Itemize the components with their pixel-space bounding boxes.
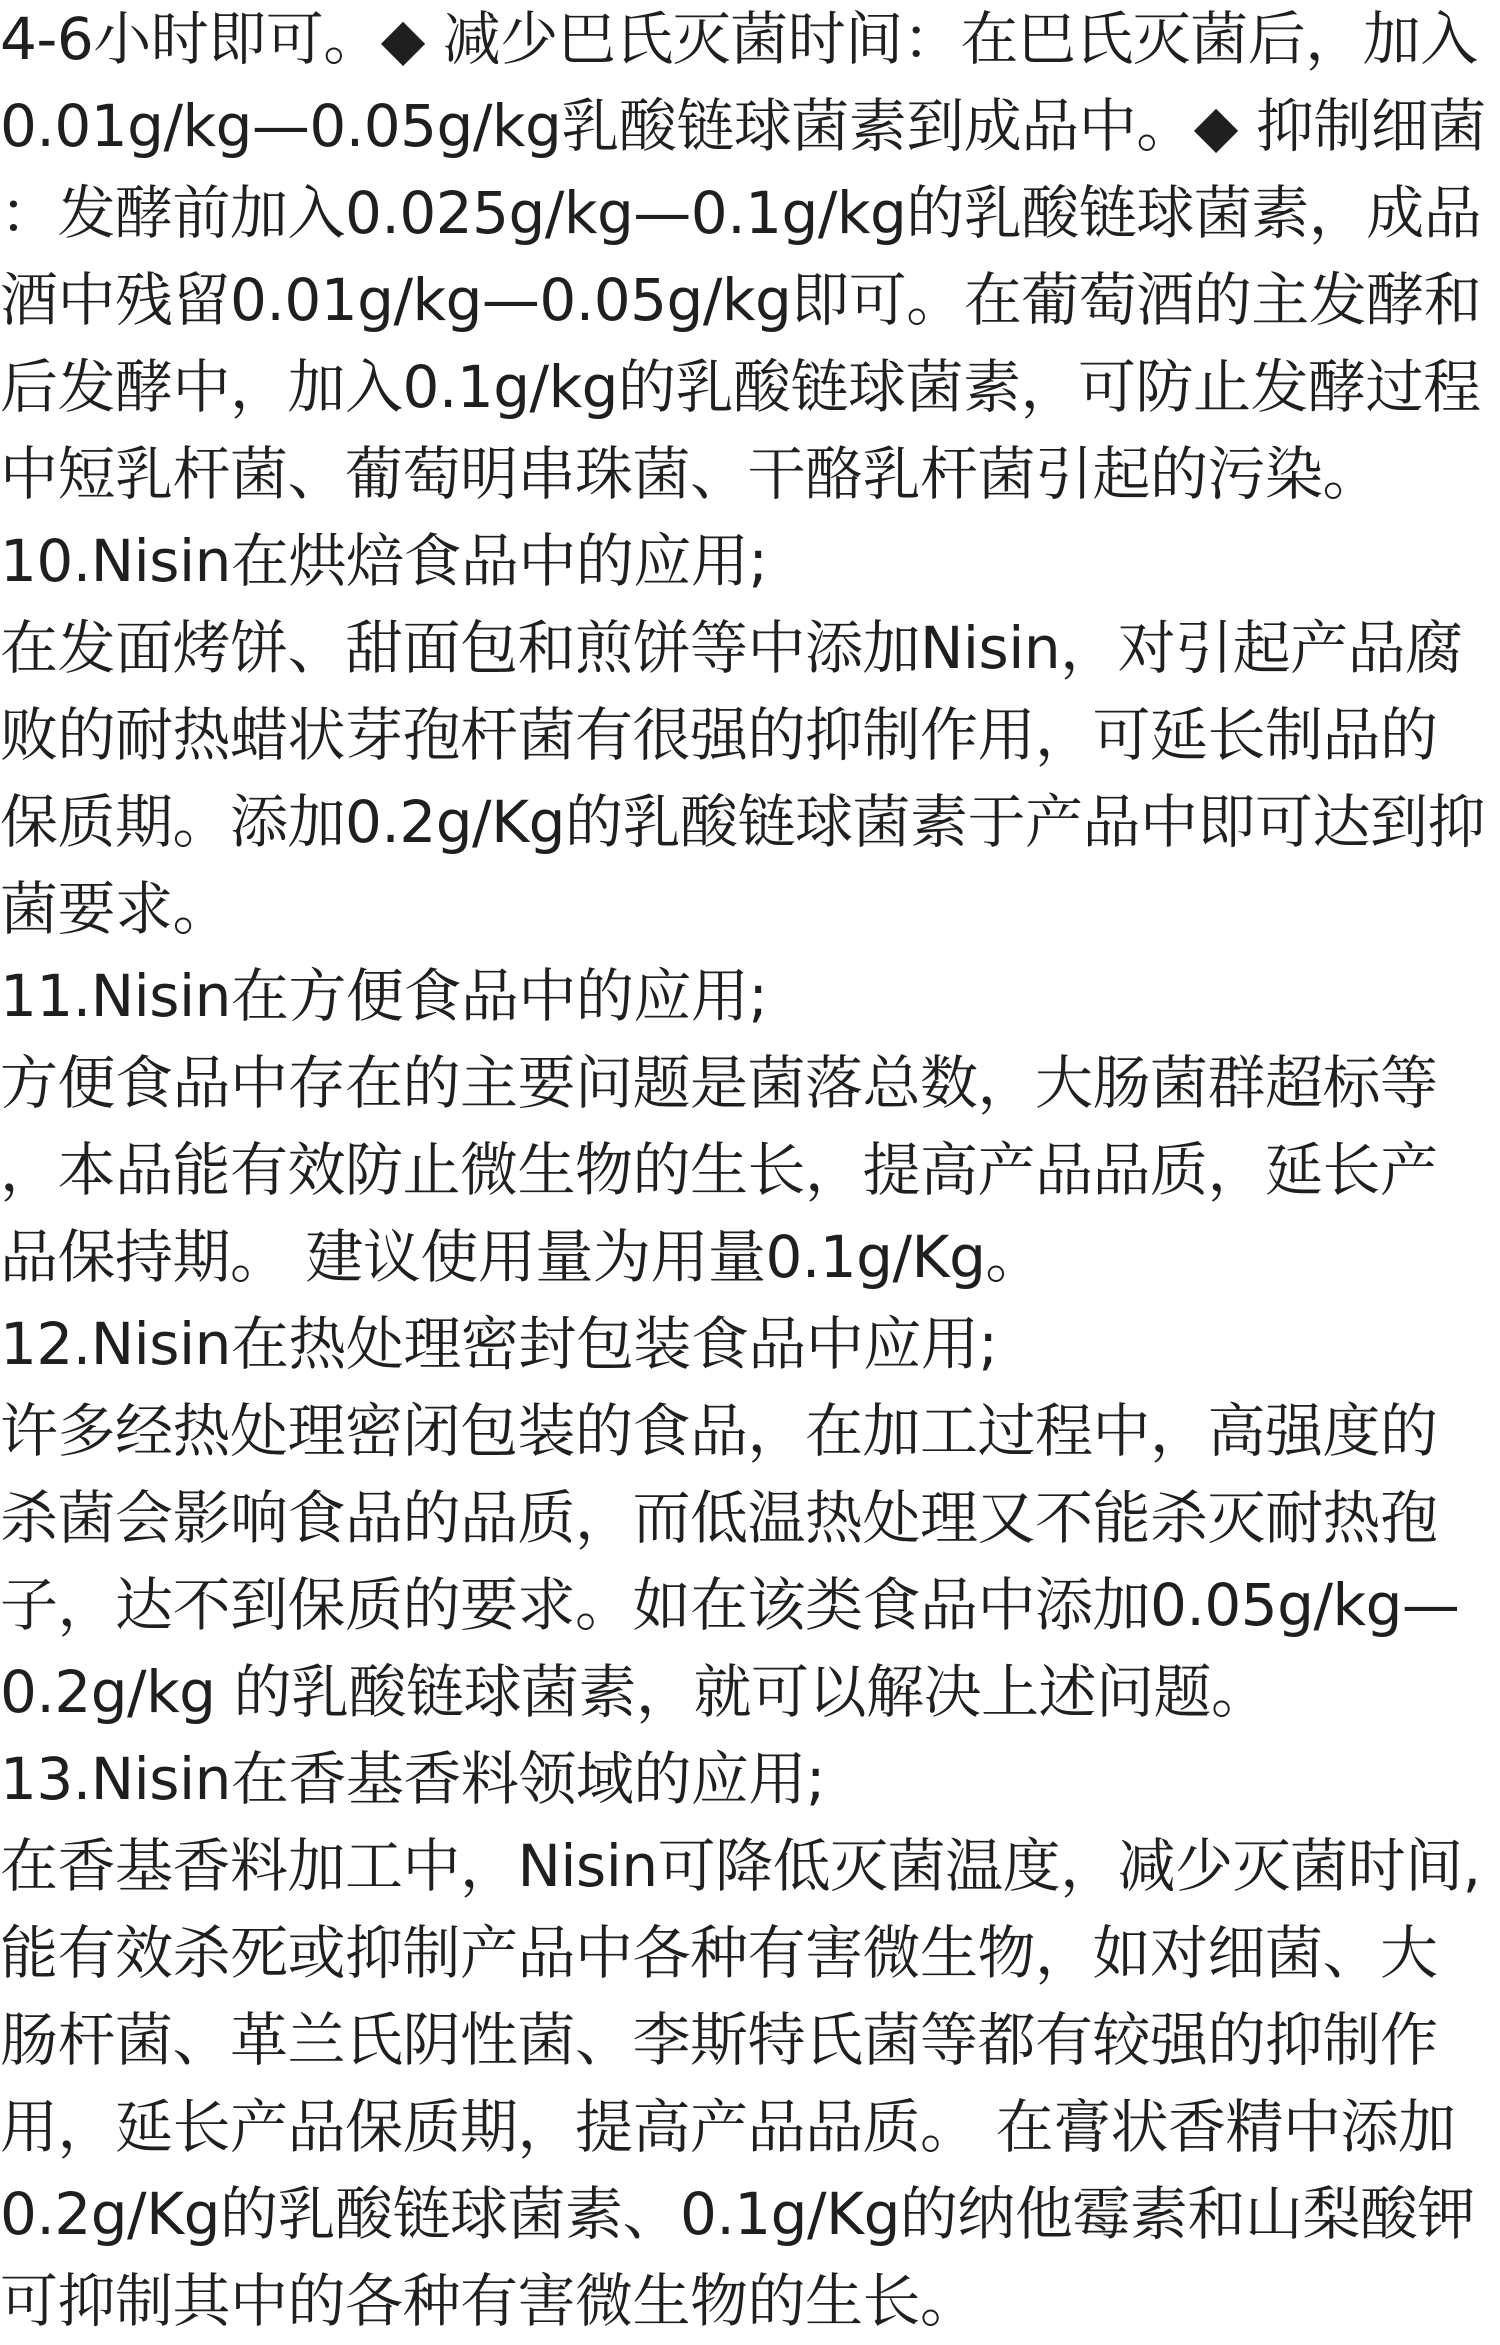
text-line: 肠杆菌、革兰氏阴性菌、李斯特氏菌等都有较强的抑制作	[0, 2006, 1438, 2074]
text-line: 后发酵中，加入0.1g/kg的乳酸链球菌素，可防止发酵过程	[0, 353, 1481, 421]
text-line: 0.2g/Kg的乳酸链球菌素、0.1g/Kg的纳他霉素和山梨酸钾	[0, 2180, 1475, 2248]
text-line: 许多经热处理密闭包装的食品，在加工过程中，高强度的	[0, 1397, 1438, 1465]
section-heading-12: 12.Nisin在热处理密封包装食品中应用;	[0, 1310, 998, 1378]
text-line: ：发酵前加入0.025g/kg—0.1g/kg的乳酸链球菌素，成品	[0, 179, 1482, 247]
text-line: 菌要求。	[0, 875, 231, 943]
text-line: 子，达不到保质的要求。如在该类食品中添加0.05g/kg—	[0, 1571, 1460, 1639]
text-line: 品保持期。 建议使用量为用量0.1g/Kg。	[0, 1223, 1043, 1291]
section-heading-11: 11.Nisin在方便食品中的应用;	[0, 962, 768, 1030]
text-line: 能有效杀死或抑制产品中各种有害微生物，如对细菌、大	[0, 1919, 1438, 1987]
text-line: 0.01g/kg—0.05g/kg乳酸链球菌素到成品中。◆ 抑制细菌	[0, 92, 1486, 160]
text-line: 酒中残留0.01g/kg—0.05g/kg即可。在葡萄酒的主发酵和	[0, 266, 1482, 334]
text-line: 败的耐热蜡状芽孢杆菌有很强的抑制作用，可延长制品的	[0, 701, 1438, 769]
text-line: 用，延长产品保质期，提高产品品质。 在膏状香精中添加	[0, 2093, 1456, 2161]
text-line: 保质期。添加0.2g/Kg的乳酸链球菌素于产品中即可达到抑	[0, 788, 1485, 856]
text-line: ，本品能有效防止微生物的生长，提高产品品质，延长产	[0, 1136, 1438, 1204]
section-heading-10: 10.Nisin在烘焙食品中的应用;	[0, 527, 768, 595]
text-line: 在香基香料加工中，Nisin可降低灭菌温度，减少灭菌时间,	[0, 1832, 1481, 1900]
text-line: 可抑制其中的各种有害微生物的生长。	[0, 2267, 978, 2335]
text-line: 方便食品中存在的主要问题是菌落总数，大肠菌群超标等	[0, 1049, 1438, 1117]
text-line: 中短乳杆菌、葡萄明串珠菌、干酪乳杆菌引起的污染。	[0, 440, 1381, 508]
text-line: 4-6小时即可。◆ 减少巴氏灭菌时间：在巴氏灭菌后，加入	[0, 5, 1478, 73]
section-heading-13: 13.Nisin在香基香料领域的应用;	[0, 1745, 825, 1813]
text-line: 杀菌会影响食品的品质，而低温热处理又不能杀灭耐热孢	[0, 1484, 1438, 1552]
text-line: 在发面烤饼、甜面包和煎饼等中添加Nisin，对引起产品腐	[0, 614, 1463, 682]
text-line: 0.2g/kg 的乳酸链球菌素，就可以解决上述问题。	[0, 1658, 1269, 1726]
